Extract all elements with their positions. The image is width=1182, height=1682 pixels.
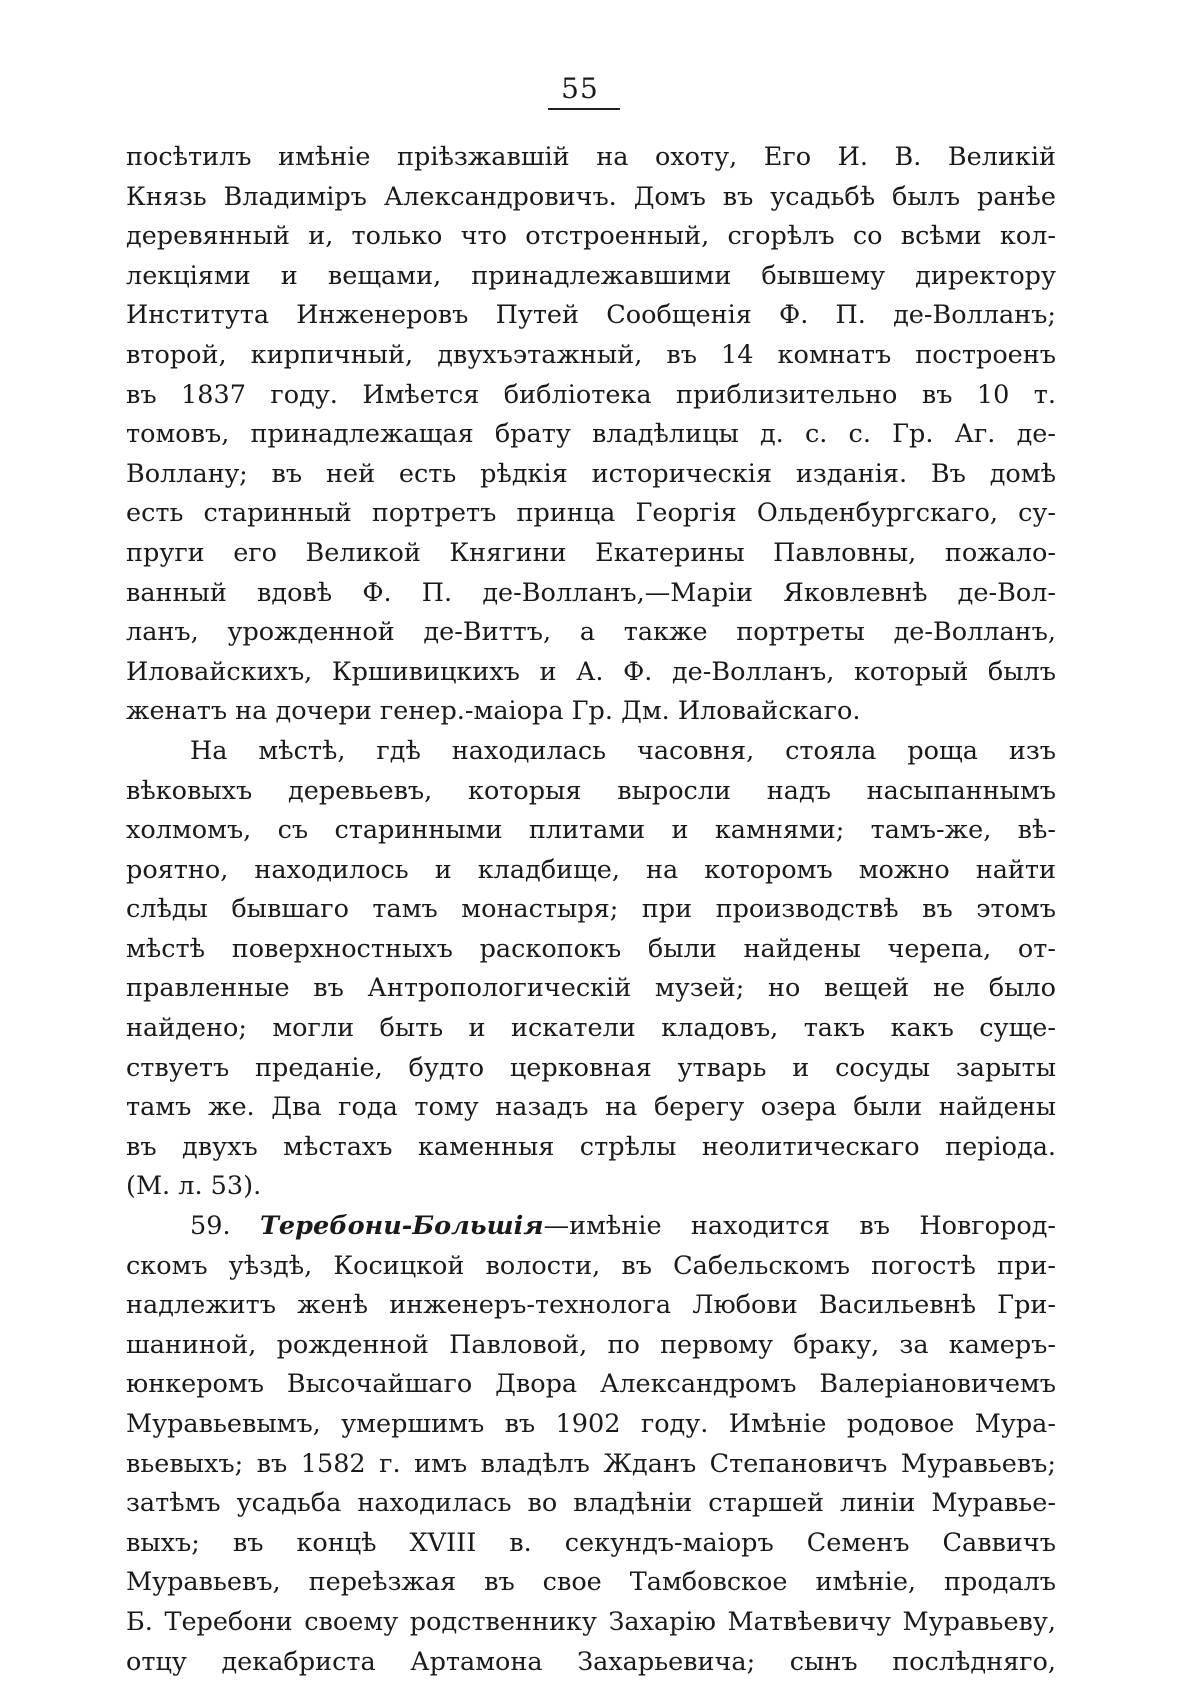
text-line: женатъ на дочери генер.-маіора Гр. Дм. Иловайскаго. [126, 696, 861, 727]
text-line: пруги его Великой Княгини Екатерины Павловны, пожало- [126, 537, 1056, 568]
text-line: въ 1837 году. Имѣется библіотека приблизительно въ 10 т. [126, 379, 1056, 410]
text-line: Института Инженеровъ Путей Сообщенія Ф. П. де-Волланъ; [126, 300, 1056, 331]
body-text [126, 138, 1056, 1682]
text-line: ланъ, урожденной де-Виттъ, а также портреты де-Волланъ, [126, 617, 1056, 648]
text-line: вѣковыхъ деревьевъ, которыя выросли надъ насыпаннымъ [126, 775, 1056, 806]
text-line: (М. л. 53). [126, 1171, 262, 1202]
text-line: второй, кирпичный, двухъэтажный, въ 14 комнатъ построенъ [126, 339, 1056, 370]
text-line: ванный вдовѣ Ф. П. де-Волланъ,—Маріи Яковлевнѣ де-Вол- [126, 577, 1056, 608]
text-line: лекціями и вещами, принадлежавшими бывшему директору [126, 260, 1056, 291]
text-line: холмомъ, съ старинными плитами и камнями; тамъ-же, вѣ- [126, 815, 1056, 846]
text-line: Муравьевымъ, умершимъ въ 1902 году. Имѣніе родовое Мура- [126, 1409, 1056, 1439]
paragraph-estate-history [126, 138, 1056, 732]
text-line: Муравьевъ, переѣзжая въ свое Тамбовское имѣніе, продалъ [126, 1567, 1056, 1598]
text-line: ствуетъ преданіе, будто церковная утварь и сосуды зарыты [126, 1052, 1056, 1083]
text-line: вьевыхъ; въ 1582 г. имъ владѣлъ Жданъ Степановичъ Муравьевъ; [126, 1448, 1056, 1479]
text-line: найдено; могли быть и искатели кладовъ, такъ какъ суще- [126, 1013, 1056, 1044]
text-line: правленные въ Антропологическій музей; но вещей не было [126, 973, 1056, 1004]
text-line: На мѣстѣ, гдѣ находилась часовня, стояла роща изъ [190, 735, 1056, 766]
text-line: Князь Владиміръ Александровичъ. Домъ въ усадьбѣ былъ ранѣе [126, 181, 1056, 212]
entry-number: 59. [190, 1211, 231, 1242]
entry-59 [126, 1207, 1056, 1682]
text-line: шаниной, рожденной Павловой, по первому браку, за камеръ- [126, 1329, 1056, 1360]
entry-first-line [126, 1207, 1056, 1247]
text-line: роятно, находилось и кладбище, на которомъ можно найти [126, 854, 1056, 885]
text-line: есть старинный портретъ принца Георгія Ольденбургскаго, су- [126, 498, 1056, 529]
text-line: выхъ; въ концѣ XVIII в. секундъ-маіоръ Семенъ Саввичъ [126, 1527, 1056, 1558]
text-line: тамъ же. Два года тому назадъ на берегу озера были найдены [126, 1092, 1056, 1123]
text-line: затѣмъ усадьба находилась во владѣніи старшей линіи Муравье- [126, 1488, 1056, 1519]
text-line: юнкеромъ Высочайшаго Двора Александромъ Валеріановичемъ [126, 1369, 1056, 1400]
page-number-rule [548, 108, 620, 110]
text-line: слѣды бывшаго тамъ монастыря; при производствѣ въ этомъ [126, 894, 1056, 925]
text-line: отцу декабриста Артамона Захарьевича; сынъ послѣдняго, [126, 1646, 1056, 1677]
text-line: Иловайскихъ, Кршивицкихъ и А. Ф. де-Волланъ, который былъ [126, 656, 1056, 687]
text-line: томовъ, принадлежащая брату владѣлицы д. с. с. Гр. Аг. де- [126, 419, 1056, 450]
text-line: посѣтилъ имѣніе пріѣзжавшій на охоту, Его И. В. Великій [126, 142, 1056, 172]
text-line: мѣстѣ поверхностныхъ раскопокъ были найдены черепа, от- [126, 933, 1056, 964]
text-line: надлежитъ женѣ инженеръ-технолога Любови Васильевнѣ Гри- [126, 1290, 1056, 1321]
entry-first-line-text: —имѣніе находится въ Новгород- [543, 1211, 1056, 1242]
page-number: 55 [561, 72, 599, 105]
text-line: деревянный и, только что отстроенный, сгорѣлъ со всѣми кол- [126, 221, 1056, 252]
text-line: скомъ уѣздѣ, Косицкой волости, въ Сабельскомъ погостѣ при- [126, 1250, 1056, 1281]
text-line: Б. Теребони своему родственнику Захарію Матвѣевичу Муравьеву, [126, 1606, 1056, 1637]
text-line: въ двухъ мѣстахъ каменныя стрѣлы неолитическаго періода. [126, 1131, 1056, 1162]
text-line: Волланy; въ ней есть рѣдкія историческія изданія. Въ домѣ [126, 458, 1056, 489]
paragraph-chapel-grove [126, 732, 1056, 1207]
entry-title: Теребони-Большія [259, 1211, 544, 1242]
